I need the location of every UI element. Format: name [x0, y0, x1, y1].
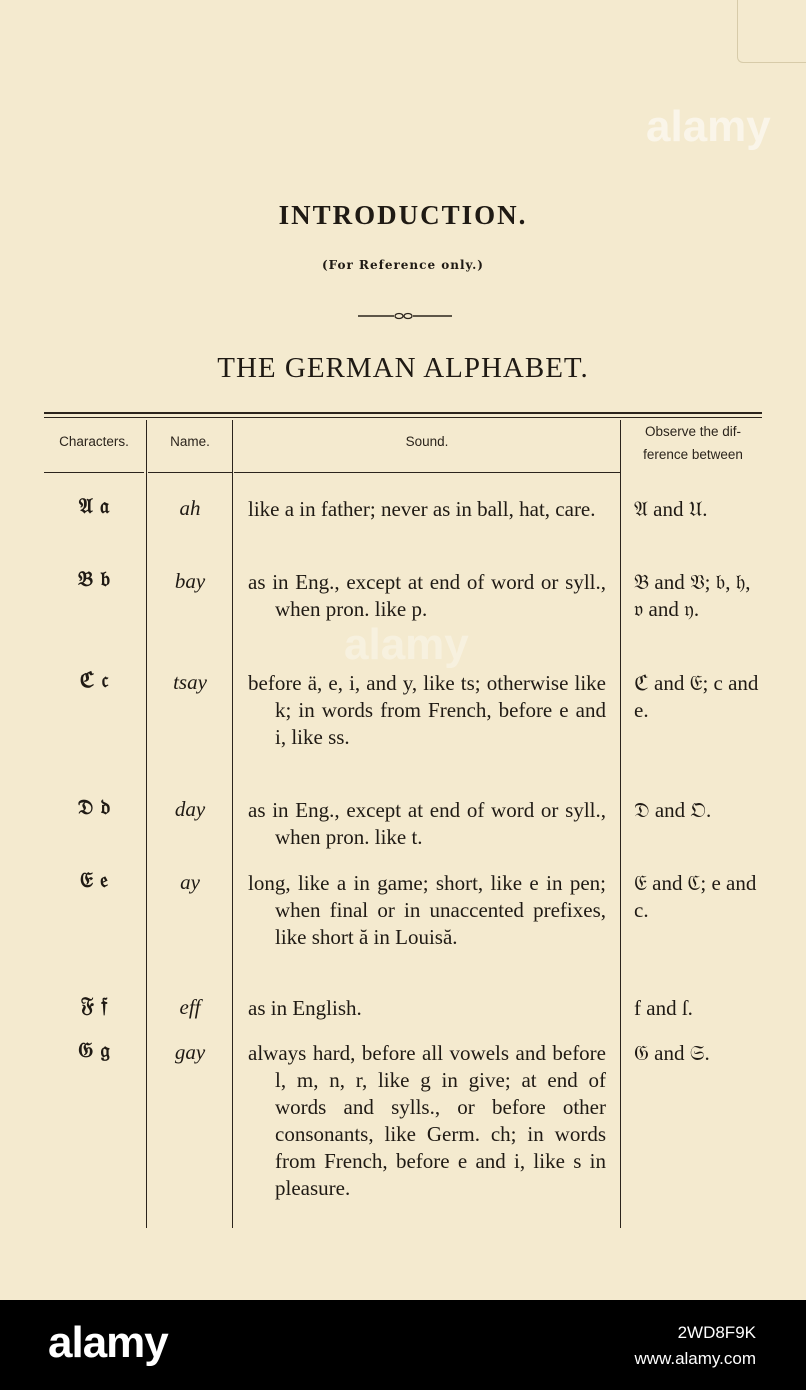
row-observe: f and ſ.	[634, 996, 693, 1020]
watermark-text: alamy	[344, 620, 469, 669]
row-name: eff	[179, 995, 201, 1019]
header-observe: Observe the dif-ference between	[643, 424, 743, 462]
section-title: THE GERMAN ALPHABET.	[217, 352, 589, 384]
header-name: Name.	[170, 434, 210, 449]
image-id-block	[634, 1320, 756, 1372]
header-sound: Sound.	[405, 434, 449, 449]
page-subtitle: (For Reference only.)	[322, 258, 484, 272]
row-characters: 𝔉 𝔣	[80, 992, 108, 1017]
row-observe: ℭ and 𝔈; c and e.	[634, 671, 759, 722]
row-name: day	[174, 797, 206, 821]
row-sound: like a in father; never as in ball, hat, care.	[248, 497, 596, 521]
table-top-rule	[44, 412, 762, 414]
row-characters: ℭ 𝔠	[79, 667, 109, 692]
row-sound: as in English.	[248, 996, 362, 1020]
header-underline-name	[148, 472, 232, 473]
row-characters: 𝔅 𝔟	[77, 566, 111, 591]
header-underline-characters	[44, 472, 144, 473]
column-divider-2	[232, 420, 233, 1228]
column-divider-1	[146, 420, 147, 1228]
row-characters: 𝔄 𝔞	[78, 493, 110, 518]
row-sound: as in Eng., except at end of word or syll., when pron. like p.	[248, 570, 606, 621]
column-divider-3	[620, 420, 621, 1228]
row-sound: before ä, e, i, and y, like ts; otherwise like k; in words from French, before e and i, like ss.	[248, 671, 606, 749]
row-name: ah	[179, 496, 201, 520]
header-characters: Characters.	[59, 434, 129, 449]
page-title: INTRODUCTION.	[278, 200, 528, 230]
page-corner-fold	[737, 0, 806, 63]
row-name: ay	[180, 870, 200, 894]
row-sound: long, like a in game; short, like e in pen; when final or in unaccented prefixes, like short ă in Louisă.	[248, 871, 606, 949]
row-name: tsay	[173, 670, 207, 694]
row-characters: 𝔇 𝔡	[77, 794, 111, 819]
image-id: 2WD8F9K	[677, 1323, 756, 1342]
row-name: bay	[174, 569, 206, 593]
row-characters: 𝔈 𝔢	[79, 867, 109, 892]
row-name: gay	[174, 1040, 206, 1064]
row-sound: as in Eng., except at end of word or syll., when pron. like t.	[248, 798, 606, 849]
table-top-rule-thin	[44, 417, 762, 418]
ornament-divider-icon	[358, 306, 452, 326]
row-observe: 𝔇 and 𝔒.	[634, 798, 712, 822]
alamy-logo: alamy	[48, 1318, 168, 1367]
row-sound: always hard, before all vowels and before l, m, n, r, like g in give; at end of words and sylls., or before other consonants, like Germ. ch; in words from French, before e and i, like s in pleasure.	[248, 1041, 606, 1200]
row-observe: 𝔅 and 𝔙; 𝔟, 𝔥, 𝔳 and 𝔶.	[634, 570, 751, 621]
row-characters: 𝔊 𝔤	[78, 1037, 110, 1062]
header-underline-sound	[234, 472, 620, 473]
site-url: www.alamy.com	[634, 1349, 756, 1368]
row-observe: 𝔊 and 𝔖.	[634, 1041, 710, 1065]
row-observe: 𝔈 and ℭ; e and c.	[634, 871, 757, 922]
row-observe: 𝔄 and 𝔘.	[634, 497, 708, 521]
watermark-text: alamy	[646, 102, 771, 151]
